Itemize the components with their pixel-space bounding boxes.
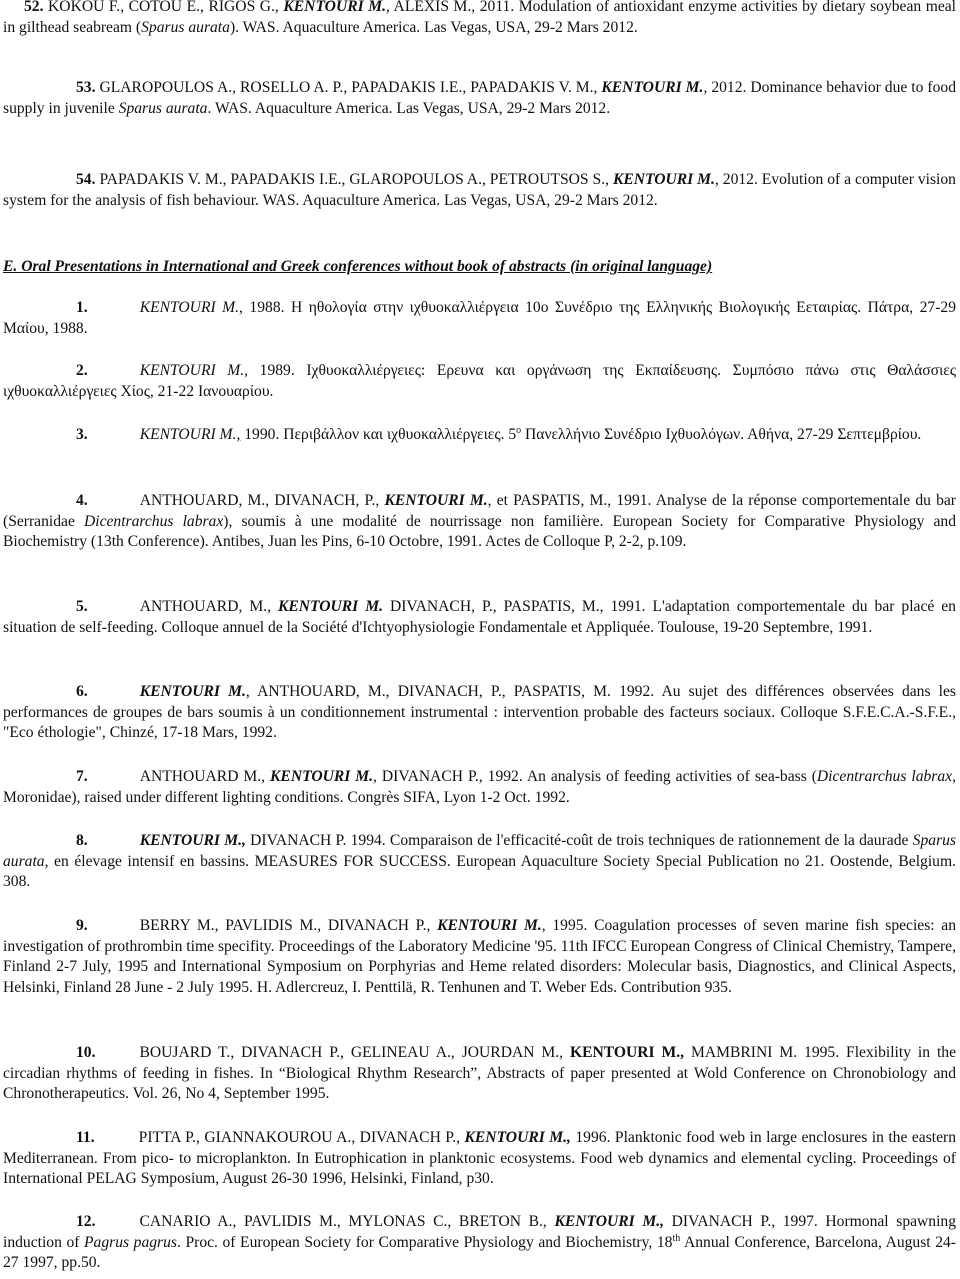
entry-authors: KOKOU F., COTOU E., RIGOS G.,	[48, 0, 284, 15]
entry-authors: CANARIO A., PAVLIDIS M., MYLONAS C., BRETON B.,	[139, 1213, 555, 1230]
superscript: th	[672, 1232, 681, 1244]
entry-tail: ), soumis à une modalité de nourrissage non familière. European Society for Comparative Physiology and Biochemistry (13th Conference). Antibes, Juan les Pins, 6-10 Octobre, 1991. Actes de Colloque P, 2-2, p.109.	[3, 512, 956, 550]
entry-number: 5.	[76, 598, 88, 615]
species-name: Pagrus pagrus	[84, 1233, 177, 1251]
presentation-entry-2	[3, 361, 956, 402]
entry-text-continued: Πανελλήνιο Συνέδριο Ιχθυολόγων. Αθήνα, 27-29 Σεπτεμβρίου.	[521, 426, 922, 443]
highlighted-author: KENTOURI M.	[139, 426, 237, 443]
entry-authors: PAPADAKIS V. M., PAPADAKIS I.E., GLAROPOULOS A., PETROUTSOS S.,	[99, 171, 613, 188]
entry-tail: , Moronidae), raised under different lighting conditions. Congrès SIFA, Lyon 1-2 Oct. 1992.	[3, 768, 956, 806]
entry-text: DIVANACH P. 1994. Comparaison de l'efficacité-coût de trois techniques de rationnement de la daurade	[245, 832, 913, 849]
presentation-entry-1	[3, 298, 956, 339]
entry-number: 6.	[76, 683, 88, 700]
highlighted-author: KENTOURI M.	[283, 0, 386, 15]
entry-text-continued: . Proc. of European Society for Comparative Physiology and Biochemistry, 18	[176, 1233, 673, 1251]
entry-number: 54.	[76, 171, 96, 188]
highlighted-author: KENTOURI M.	[139, 362, 245, 379]
highlighted-author: KENTOURI M.	[612, 171, 715, 188]
entry-authors-rest: , 2012.	[703, 79, 747, 96]
highlighted-author: KENTOURI M.,	[554, 1213, 665, 1230]
entry-authors: ANTHOUARD M.,	[139, 768, 271, 785]
entry-number: 8.	[76, 832, 88, 849]
highlighted-author: KENTOURI M.	[601, 79, 704, 96]
highlighted-author: KENTOURI M.	[270, 768, 374, 785]
highlighted-author: KENTOURI M.	[139, 683, 246, 700]
reference-entry-54	[3, 170, 956, 211]
entry-text: DIVANACH, P., PASPATIS, M., 1991. L'adaptation comportementale du bar placé en situation de self-feeding. Colloque annuel de la Société d'Ichtyophysiologie Fondamentale et Appliquée. Toulouse, 19-20 Septembre, 1991.	[3, 598, 956, 636]
entry-tail: Annual Conference, Barcelona, August 24-27 1997, pp.50.	[3, 1233, 956, 1271]
entry-number: 53.	[76, 79, 96, 96]
entry-text: Evolution of a computer vision system for the analysis of fish behaviour. WAS. Aquaculture America. Las Vegas, USA, 29-2 Mars 2012.	[3, 171, 956, 209]
entry-number: 12.	[76, 1213, 96, 1230]
entry-authors-rest: , ALEXIS M., 2011.	[385, 0, 515, 15]
entry-authors: PITTA P., GIANNAKOUROU A., DIVANACH P.,	[138, 1129, 465, 1146]
highlighted-author: KENTOURI M.,	[464, 1129, 571, 1146]
reference-entry-53	[3, 78, 956, 119]
entry-number: 10.	[76, 1044, 96, 1061]
superscript: ο	[516, 424, 522, 436]
presentation-entry-3	[3, 425, 956, 446]
section-heading: E. Oral Presentations in International and Greek conferences without book of abstracts (in original language)	[3, 258, 713, 275]
entry-text: , ANTHOUARD, M., DIVANACH, P., PASPATIS, M. 1992. Au sujet des différences observées dans les performances de groupes de bars soumis à un conditionnement instrumental : intervention probable des facteurs sociaux. Colloque S.F.E.C.A.-S.F.E., "Eco éthologie", Chinzé, 17-18 Mars, 1992.	[3, 683, 957, 741]
entry-text: MAMBRINI M. 1995. Flexibility in the circadian rhythms of feeding in fishes. In “Biological Rhythm Research”, Abstracts of paper presented at Wold Conference on Chronobiology and Chronotherapeutics. Vol. 26, No 4, September 1995.	[3, 1044, 957, 1102]
entry-number: 9.	[76, 917, 88, 934]
entry-number: 1.	[76, 299, 88, 316]
presentation-entry-10	[3, 1043, 956, 1105]
reference-entry-52	[3, 0, 956, 38]
entry-text: 1996. Planktonic food web in large enclosures in the eastern Mediterranean. From pico- to microplankton. In Eutrophication in planktonic ecosystems. Food web dynamics and elemental cycling. Proceedings of International PELAG Symposium, August 26-30 1996, Helsinki, Finland, p30.	[3, 1129, 957, 1187]
highlighted-author: KENTOURI M.	[384, 492, 488, 509]
presentation-entry-9	[3, 916, 956, 998]
presentation-entry-12	[3, 1212, 956, 1274]
species-name: Sparus aurata	[141, 18, 230, 36]
presentation-entry-6	[3, 682, 956, 744]
presentation-entry-4	[3, 491, 956, 553]
entry-number: 2.	[76, 362, 88, 379]
presentation-entry-11	[3, 1128, 956, 1190]
entry-text: 1990. Περιβάλλον και ιχθυοκαλλιέργειες. 5	[240, 426, 517, 443]
entry-authors: BERRY M., PAVLIDIS M., DIVANACH P.,	[139, 917, 438, 934]
entry-text: Dominance behavior due to food supply in juvenile	[3, 79, 957, 117]
entry-text: et PASPATIS, M., 1991. Analyse de la réponse comportementale du bar (Serranidae	[3, 492, 956, 530]
entry-text: DIVANACH P., 1997. Hormonal spawning induction of	[3, 1213, 957, 1251]
entry-text: , 1989. Ιχθυοκαλλιέργειες: Ερευνα και οργάνωση της Εκπαίδευσης. Συμπόσιο πάνω στις Θαλάσσιες ιχθυοκαλλιέργειες Χίος, 21-22 Ιανουαρίου.	[3, 362, 956, 400]
species-name: Sparus aurata	[118, 99, 208, 117]
highlighted-author: KENTOURI M.,	[569, 1044, 685, 1061]
entry-tail: ). WAS. Aquaculture America. Las Vegas, USA, 29-2 Mars 2012.	[229, 18, 638, 36]
entry-text: , DIVANACH P., 1992. An analysis of feeding activities of sea-bass (	[373, 768, 817, 785]
entry-text: , 1988. Η ηθολογία στην ιχθυοκαλλιέργεια 10ο Συνέδριο της Ελληνικής Βιολογικής Εεταιρίας. Πάτρα, 27-29 Μαίου, 1988.	[3, 299, 957, 337]
entry-authors-rest: , 2012.	[714, 171, 758, 188]
entry-tail: . WAS. Aquaculture America. Las Vegas, USA, 29-2 Mars 2012.	[207, 99, 611, 117]
highlighted-author: KENTOURI M.	[437, 917, 542, 934]
presentation-entry-8	[3, 831, 956, 893]
species-name: Sparus aurata,	[3, 832, 956, 870]
entry-authors: GLAROPOULOS A., ROSELLO A. P., PAPADAKIS I.E., PAPADAKIS V. M.,	[99, 79, 602, 96]
entry-number: 52.	[24, 0, 44, 15]
entry-authors: BOUJARD T., DIVANACH P., GELINEAU A., JOURDAN M.,	[139, 1044, 570, 1061]
presentation-entry-7	[3, 767, 956, 808]
entry-text: Modulation of antioxidant enzyme activities by dietary soybean meal in gilthead seabream (	[3, 0, 957, 36]
entry-authors: ANTHOUARD, M., DIVANACH, P.,	[139, 492, 385, 509]
entry-number: 11.	[76, 1129, 95, 1146]
entry-separator: ,	[487, 492, 492, 509]
entry-number: 4.	[76, 492, 88, 509]
species-name: Dicentrarchus labrax	[83, 512, 224, 530]
entry-text: , 1995. Coagulation processes of seven marine fish species: an investigation of prothrombin time specifity. Proceedings of the Laboratory Medicine '95. 11th IFCC European Congress of Clinical Chemistry, Tampere, Finland 2-7 July, 1995 and International Symposium on Porphyrias and Heme related disorders: Molecular basis, Diagnostics, and Clinical Aspects, Helsinki, Finland 28 June - 2 July 1995. H. Adlercreuz, I. Penttilä, R. Tenhunen and T. Weber Eds. Contribution 935.	[3, 917, 956, 996]
presentation-entry-5	[3, 597, 956, 638]
entry-number: 3.	[76, 426, 88, 443]
species-name: Dicentrarchus labrax	[816, 768, 953, 785]
entry-separator: ,	[236, 426, 241, 443]
highlighted-author: KENTOURI M.	[277, 598, 383, 615]
highlighted-author: KENTOURI M.	[139, 299, 240, 316]
entry-number: 7.	[76, 768, 88, 785]
highlighted-author: KENTOURI M.,	[139, 832, 246, 849]
entry-tail: en élevage intensif en bassins. MEASURES FOR SUCCESS. European Aquaculture Society Special Publication no 21. Oostende, Belgium. 308.	[3, 852, 956, 890]
entry-authors: ANTHOUARD, M.,	[139, 598, 278, 615]
